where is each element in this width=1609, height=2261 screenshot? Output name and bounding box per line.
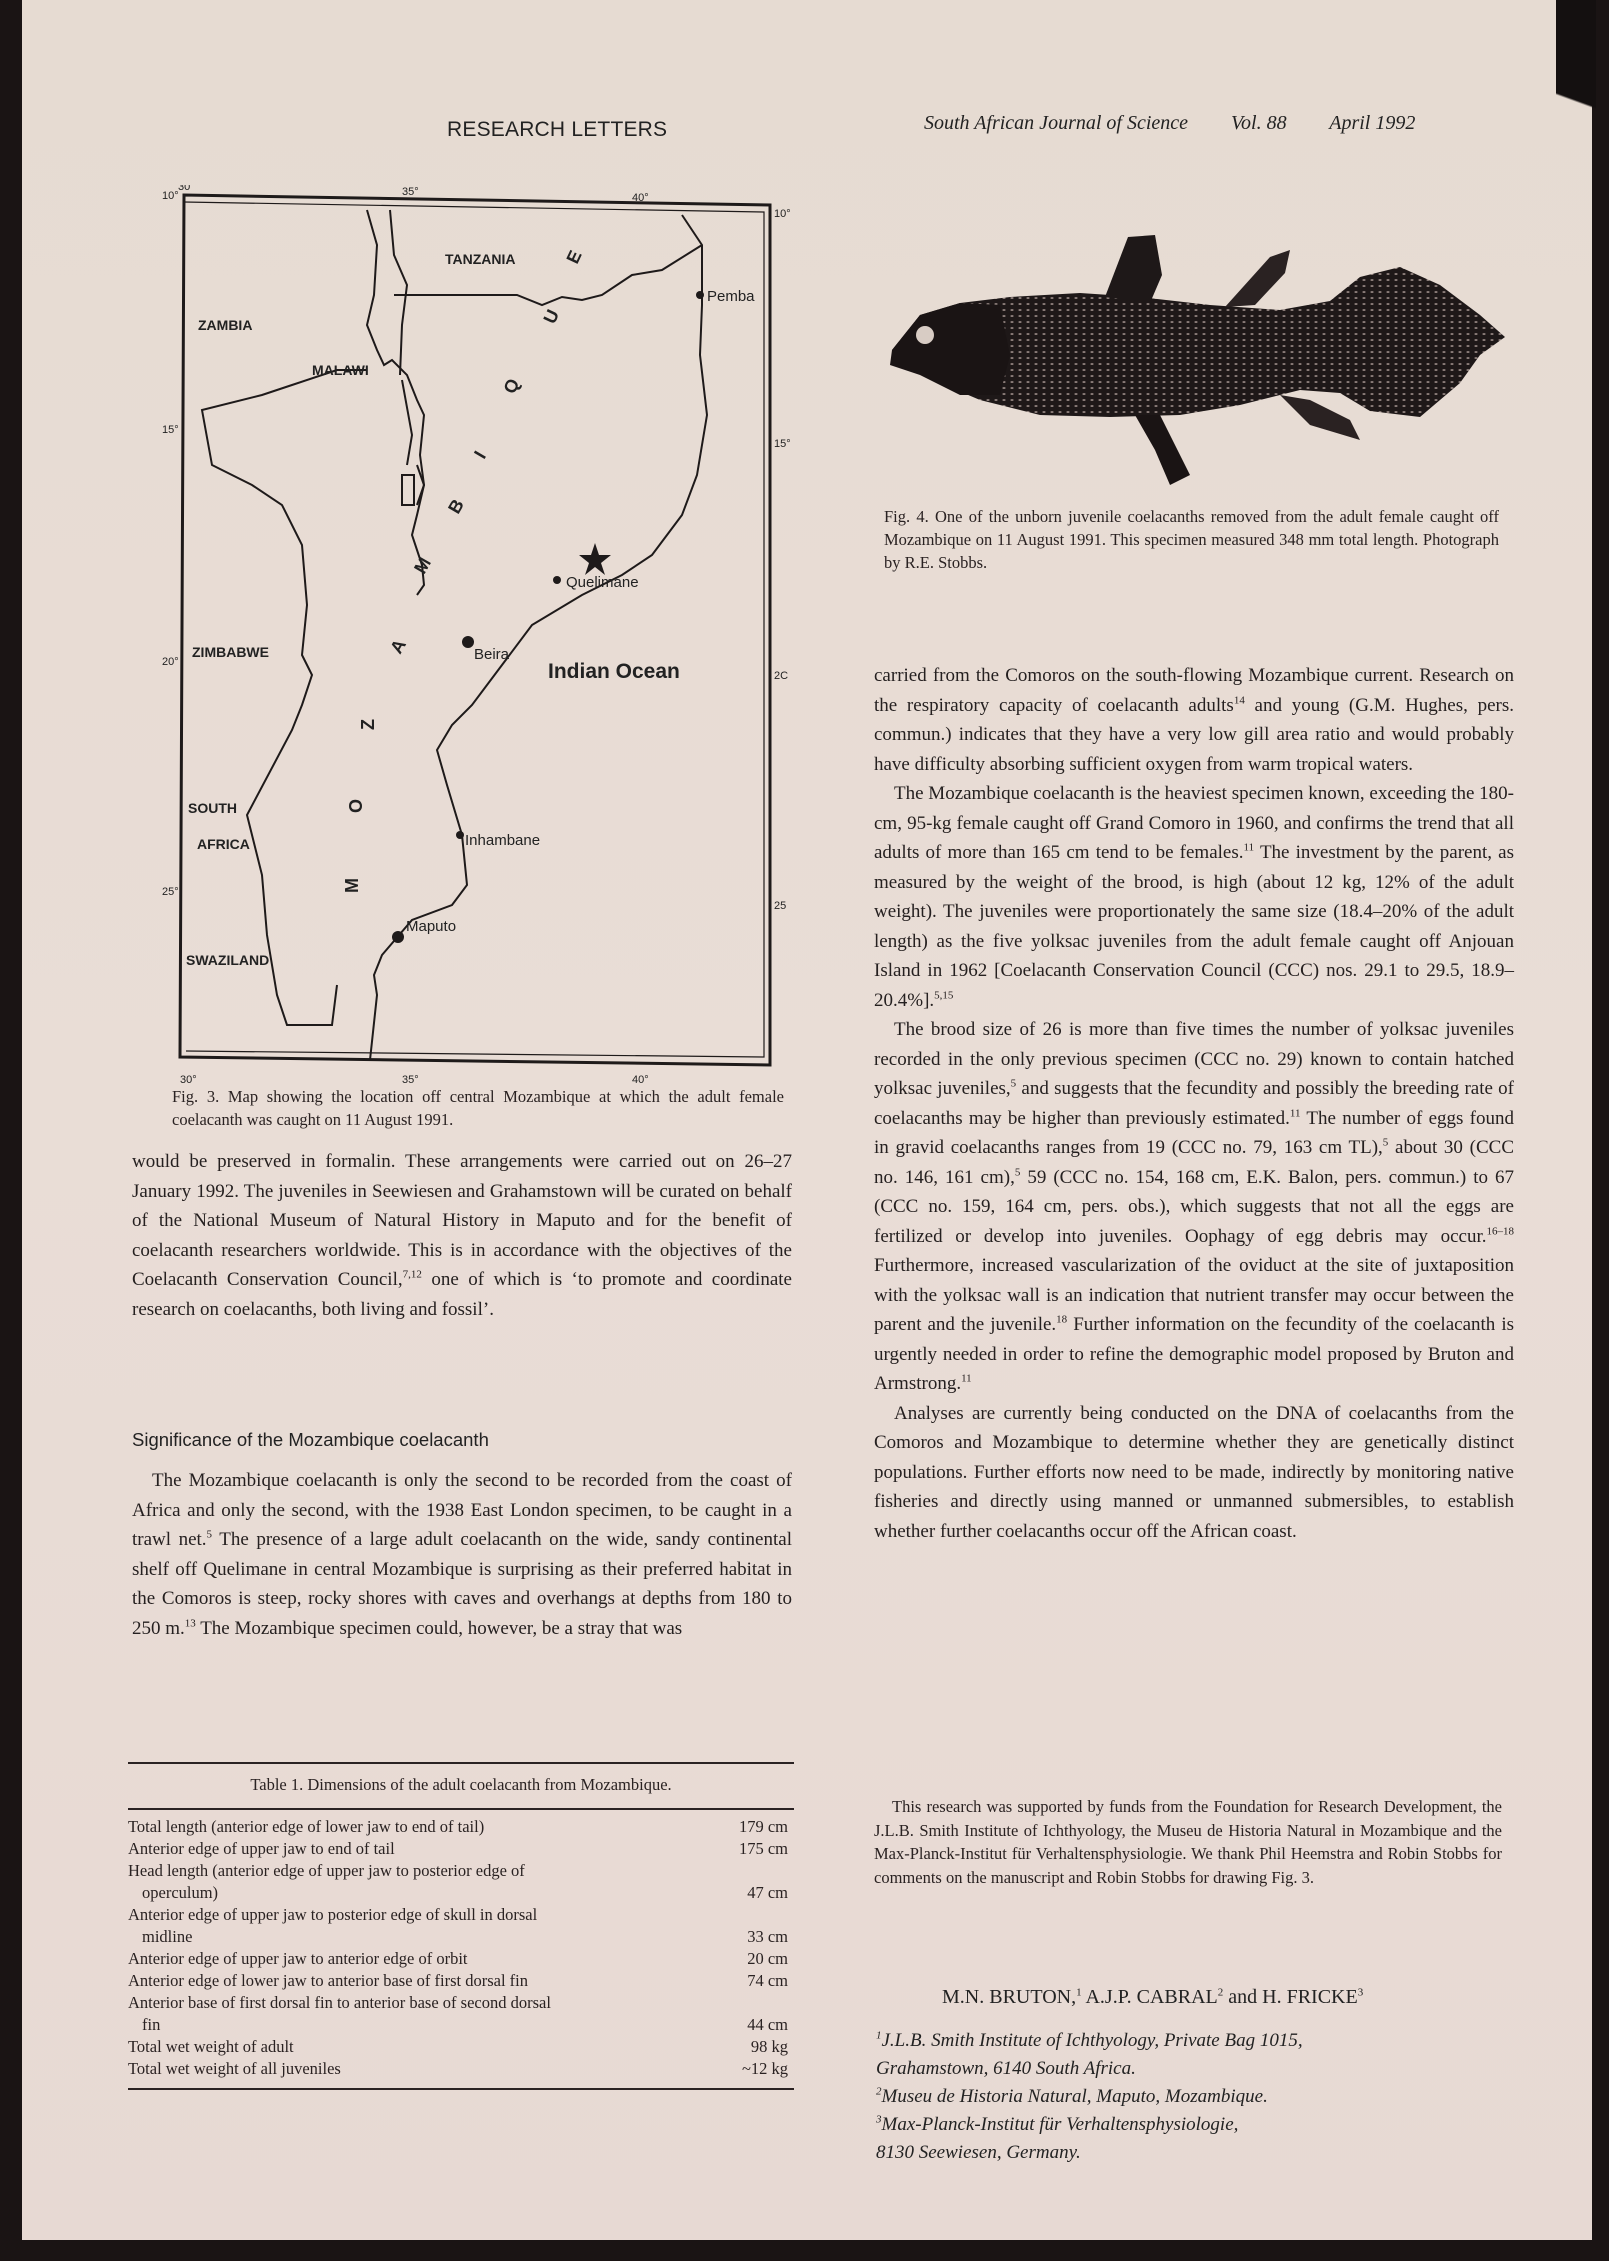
table-cell-label	[128, 1860, 708, 1904]
tick-lat-25-left: 25°	[162, 886, 179, 898]
moz-letter: Z	[358, 719, 378, 730]
text-run: carried from the Comoros on the south-flowing Mozambique current. Research on the respiratory capacity of coelacanth adults	[874, 665, 1514, 716]
text-run: The Mozambique coelacanth is the heaviest specimen known, exceeding the 180-cm, 95-kg female caught off Grand Comoro in 1960, and confirms the trend that all adults of more than 165 cm tend to be females.	[874, 783, 1514, 863]
text-run: and suggests that the fecundity and possibly the breeding rate of coelacanths may be higher than previously estimated.	[874, 1078, 1515, 1129]
moz-letter: O	[346, 798, 366, 813]
label-africa: AFRICA	[197, 836, 250, 852]
tick-lat-15-left: 15°	[162, 424, 179, 436]
moz-letter: B	[444, 495, 468, 517]
moz-letter: Q	[499, 375, 524, 397]
table-cell-label	[128, 1816, 708, 1838]
label-indian-ocean: Indian Ocean	[548, 660, 680, 683]
affiliation-2	[876, 2083, 1303, 2111]
table-cell-value: ~12 kg	[741, 2059, 788, 2078]
text-run: The number of eggs found in gravid coelacanths ranges from 19 (CCC no. 79, 163 cm TL),	[874, 1107, 1514, 1158]
table-cell-label-text: Total wet weight of adult	[128, 2037, 294, 2056]
citation: 5	[206, 1528, 213, 1541]
citation: 5	[1010, 1077, 1017, 1090]
table-cell-label-text: Anterior edge of lower jaw to anterior base of first dorsal fin	[128, 1971, 528, 1990]
journal-date: April 1992	[1329, 112, 1416, 134]
city-dot-maputo	[392, 931, 404, 943]
table-cell-value: 179 cm	[738, 1817, 788, 1836]
affiliation-text: Max-Planck-Institut für Verhaltensphysiologie,	[881, 2114, 1239, 2135]
catch-location-star-icon	[579, 543, 611, 575]
tick-lat-10-left: 10°	[162, 190, 179, 202]
text-run: one of which is ‘to promote and coordinate research on coelacanths, both living and fossil’.	[132, 1269, 792, 1320]
paragraph	[874, 779, 1514, 1015]
journal-volume: Vol. 88	[1231, 112, 1287, 134]
table-cell-value: 98 kg	[750, 2037, 788, 2056]
affiliation-3-cont: 8130 Seewiesen, Germany.	[876, 2142, 1081, 2163]
table-cell-label	[128, 2058, 708, 2080]
tick-lon-30-top: 30	[178, 185, 191, 193]
text-run: and young (G.M. Hughes, pers. commun.) indicates that they have a very low gill area ratio and would probably have difficulty absorbing sufficient oxygen from warm tropical waters.	[874, 694, 1514, 775]
figure-3-map	[162, 185, 812, 1085]
figure-4-photo	[880, 205, 1520, 495]
table-cell-label-text: Anterior edge of upper jaw to anterior edge of orbit	[128, 1949, 468, 1968]
paragraph	[132, 1147, 792, 1324]
tick-lat-15-right: 15°	[774, 438, 791, 450]
affiliation-3	[876, 2111, 1303, 2139]
table-cell-value: 20 cm	[747, 1949, 788, 1968]
moz-letter: M	[410, 554, 435, 577]
table-row	[128, 1904, 794, 1948]
citation: 11	[1289, 1107, 1301, 1120]
fish-head	[890, 303, 1010, 395]
citation: 11	[961, 1372, 972, 1385]
label-tanzania: TANZANIA	[445, 251, 516, 267]
label-zambia: ZAMBIA	[198, 317, 253, 333]
journal-page	[22, 0, 1592, 2240]
label-quelimane: Quelimane	[566, 574, 639, 591]
tick-lon-30-bottom: 30°	[180, 1074, 197, 1085]
table-cell-label	[128, 1948, 708, 1970]
mozambique-lettering	[342, 247, 586, 893]
city-dot-beira	[462, 636, 474, 648]
table-rule-bottom	[128, 2088, 794, 2090]
citation: 16–18	[1486, 1225, 1514, 1238]
text-run: would be preserved in formalin. These arrangements were carried out on 26–27 January 1992. The juveniles in Seewiesen and Grahamstown will be curated on behalf of the National Museum of Natural History in Maputo and for the benefit of coelacanth researchers worldwide. This is in accordance with the objectives of the Coelacanth Conservation Council,	[132, 1151, 792, 1290]
affiliation-marker: 3	[1357, 1986, 1364, 1999]
tick-lon-35-top: 35°	[402, 186, 419, 198]
author-name: and H. FRICKE	[1223, 1986, 1358, 2008]
tick-lat-10-right: 10°	[774, 208, 791, 220]
table-row	[128, 1860, 794, 1904]
table-cell-label-continuation: midline	[142, 1927, 193, 1946]
moz-letter: M	[342, 878, 362, 893]
table-cell-label-continuation: fin	[142, 2015, 161, 2034]
paragraph	[874, 661, 1514, 779]
city-dot-pemba	[696, 291, 704, 299]
table-row	[128, 2058, 794, 2080]
moz-letter: U	[539, 306, 564, 327]
citation: 7,12	[402, 1268, 422, 1281]
table-cell-value: 175 cm	[738, 1839, 788, 1858]
citation: 18	[1056, 1313, 1068, 1326]
right-column-text	[874, 661, 1514, 1546]
first-dorsal-fin	[1105, 235, 1162, 303]
coelacanth-photo	[880, 205, 1520, 495]
tick-lon-40-top: 40°	[632, 192, 649, 204]
anal-fin	[1280, 395, 1360, 440]
table-cell-label-text: Head length (anterior edge of upper jaw to posterior edge of	[128, 1861, 525, 1880]
affiliation-number: 2	[876, 2085, 882, 2098]
affiliation-text: J.L.B. Smith Institute of Ichthyology, Private Bag 1015,	[881, 2030, 1303, 2051]
label-malawi: MALAWI	[312, 362, 369, 378]
table-cell-label-continuation: operculum)	[142, 1883, 219, 1902]
table-row	[128, 1816, 794, 1838]
city-dot-quelimane	[553, 576, 561, 584]
author-name: M.N. BRUTON,	[942, 1986, 1077, 2008]
affiliation-number: 1	[876, 2029, 882, 2042]
tick-lat-20-left: 20°	[162, 656, 179, 668]
moz-letter: A	[386, 635, 410, 657]
figure-4-caption: Fig. 4. One of the unborn juvenile coelacanths removed from the adult female caught off Mozambique on 11 August 1991. This specimen measured 348 mm total length. Photograph by R.E. Stobbs.	[884, 507, 1499, 572]
text-run: The brood size of 26 is more than five times the number of yolksac juveniles recorded in the only previous specimen (CCC no. 29) known to contain hatched yolksac juveniles,	[874, 1019, 1514, 1099]
author-line	[942, 1986, 1363, 2009]
table-cell-label	[128, 1838, 708, 1860]
table-cell-label-text: Anterior edge of upper jaw to end of tail	[128, 1839, 395, 1858]
section-heading: Significance of the Mozambique coelacanth	[132, 1429, 489, 1450]
label-pemba: Pemba	[707, 288, 755, 305]
paragraph: Analyses are currently being conducted on the DNA of coelacanths from the Comoros and Mozambique to determine whether they are genetically distinct populations. Further efforts now need to be made, indirectly by monitoring native fisheries and directly using manned or unmanned submersibles, to establish whether further coelacanths occur off the African coast.	[874, 1402, 1514, 1542]
affiliation-1	[876, 2027, 1303, 2055]
table-cell-label	[128, 1992, 708, 2036]
fish-eye	[916, 326, 934, 344]
label-south: SOUTH	[188, 800, 237, 816]
text-run: The Mozambique specimen could, however, be a stray that was	[195, 1617, 683, 1639]
table-cell-label-text: Anterior base of first dorsal fin to anterior base of second dorsal	[128, 1993, 551, 2012]
tick-lon-40-bottom: 40°	[632, 1074, 649, 1085]
text-run: The presence of a large adult coelacanth on the wide, sandy continental shelf off Quelimane in central Mozambique is surprising as their preferred habitat in the Comoros is steep, rocky shores with caves and overhangs at depths from 180 to 250 m.	[132, 1529, 792, 1639]
second-dorsal-fin	[1225, 250, 1290, 307]
table-cell-label-text: Total length (anterior edge of lower jaw to end of tail)	[128, 1817, 485, 1836]
table-cell-label	[128, 2036, 708, 2058]
table-cell-value: 44 cm	[747, 2015, 788, 2034]
label-inhambane: Inhambane	[465, 832, 541, 849]
table-cell-value: 47 cm	[747, 1883, 788, 1902]
figure-3-caption: Fig. 3. Map showing the location off central Mozambique at which the adult female coelacanth was caught on 11 August 1991.	[172, 1087, 784, 1129]
page-fold	[1556, 0, 1596, 200]
pelvic-fin	[1135, 415, 1190, 485]
citation: 14	[1233, 694, 1245, 707]
table-cell-label-text: Anterior edge of upper jaw to posterior edge of skull in dorsal	[128, 1905, 538, 1924]
section-header: RESEARCH LETTERS	[447, 118, 668, 141]
author-name: A.J.P. CABRAL	[1081, 1986, 1218, 2008]
text-run: Furthermore, increased vascularization of the oviduct at the site of juxtaposition with the yolksac wall is an indication that nutrient transfer may occur between the parent and the juvenile.	[874, 1255, 1514, 1335]
moz-letter: I	[470, 447, 490, 462]
table-row	[128, 1992, 794, 2036]
table-row	[128, 1948, 794, 1970]
left-column-text-2	[132, 1466, 792, 1643]
table-row	[128, 1838, 794, 1860]
label-beira: Beira	[474, 646, 510, 663]
table-1	[128, 1762, 794, 2090]
table-body	[128, 1810, 794, 2088]
text-run: 59 (CCC no. 154, 168 cm, E.K. Balon, pers. commun.) to 67 (CCC no. 159, 164 cm, pers. obs.), which suggests that not all the eggs are fertilized or develop into juveniles. Oophagy of egg debris may occur.	[874, 1166, 1514, 1247]
affiliation-number: 3	[876, 2113, 882, 2126]
city-dot-inhambane	[456, 831, 464, 839]
journal-header	[924, 112, 1415, 135]
label-maputo: Maputo	[406, 918, 457, 935]
citation: 13	[184, 1617, 196, 1630]
table-title: Table 1. Dimensions of the adult coelacanth from Mozambique.	[250, 1775, 672, 1794]
text-run: The investment by the parent, as measured by the weight of the brood, is high (about 12 kg, 12% of the adult weight). The juveniles were proportionately the same size (18.4–20% of the adult length) as the five yolksac juveniles from the adult female caught off Anjouan Island in 1962 [Coelacanth Conservation Council (CCC) nos. 29.1 to 29.5, 18.9–20.4%].	[874, 842, 1514, 1011]
affiliation-marker: 1	[1076, 1986, 1082, 1999]
label-zimbabwe: ZIMBABWE	[192, 644, 269, 660]
text-run: Further information on the fecundity of the coelacanth is urgently needed in order to refine the demographic model proposed by Bruton and Armstrong.	[874, 1314, 1514, 1394]
affiliations	[876, 2027, 1303, 2167]
left-column-text	[132, 1147, 792, 1324]
map-frame	[180, 195, 770, 1065]
citation: 5	[1014, 1166, 1021, 1179]
affiliation-1-cont: Grahamstown, 6140 South Africa.	[876, 2058, 1136, 2079]
journal-name: South African Journal of Science	[924, 112, 1189, 134]
tick-lon-35-bottom: 35°	[402, 1074, 419, 1085]
affiliation-text: Museu de Historia Natural, Maputo, Mozambique.	[881, 2086, 1268, 2107]
citation: 5,15	[934, 989, 954, 1002]
citation: 5	[1382, 1136, 1389, 1149]
table-row	[128, 1970, 794, 1992]
paragraph	[132, 1466, 792, 1643]
table-cell-value: 74 cm	[747, 1971, 788, 1990]
table-row	[128, 2036, 794, 2058]
affiliation-marker: 2	[1217, 1986, 1224, 1999]
map-inner-frame	[184, 202, 764, 1057]
table-cell-label	[128, 1904, 708, 1948]
acknowledgement: This research was supported by funds from the Foundation for Research Development, the J.L.B. Smith Institute of Ichthyology, the Museu de Historia Natural in Mozambique and the Max-Planck-Institut für Verhaltensphysiologie. We thank Phil Heemstra and Robin Stobbs for comments on the manuscript and Robin Stobbs for drawing Fig. 3.	[874, 1797, 1502, 1887]
table-cell-label	[128, 1970, 708, 1992]
text-run: about 30 (CCC no. 146, 161 cm),	[874, 1137, 1514, 1188]
label-swaziland: SWAZILAND	[186, 952, 270, 968]
citation: 11	[1243, 841, 1255, 854]
tick-lat-25-right: 25	[774, 900, 787, 912]
table-cell-value: 33 cm	[747, 1927, 788, 1946]
moz-letter: E	[562, 247, 586, 267]
map-svg	[162, 185, 812, 1085]
table-cell-label-text: Total wet weight of all juveniles	[128, 2059, 341, 2078]
paragraph	[874, 1015, 1514, 1399]
text-run: The Mozambique coelacanth is only the second to be recorded from the coast of Africa and only the second, with the 1938 East London specimen, to be caught in a trawl net.	[132, 1470, 792, 1550]
tick-lat-20-right: 2C	[774, 670, 789, 682]
